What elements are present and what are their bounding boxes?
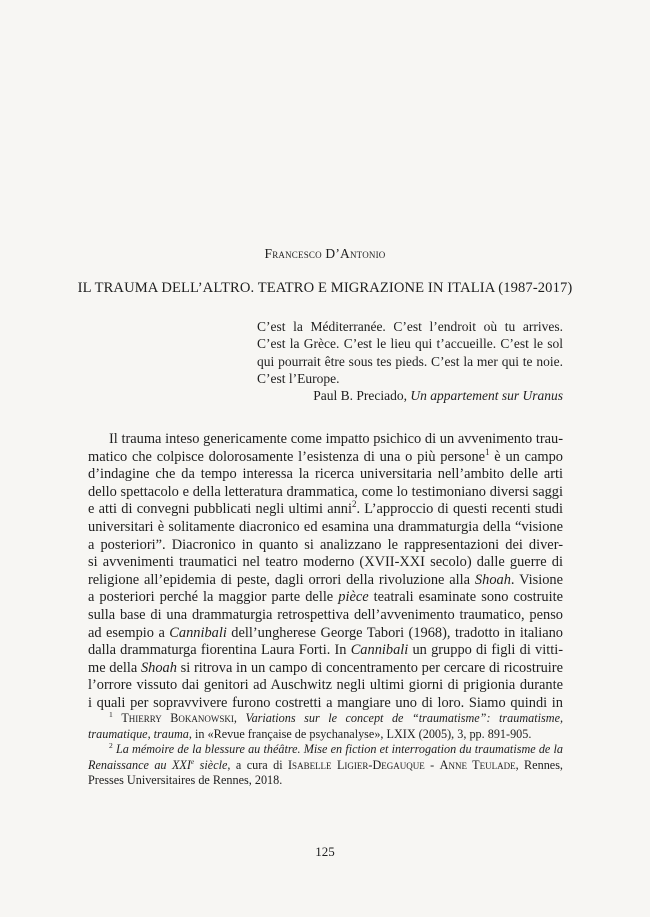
- footnote-rest: , Rennes, Presses Universitaires de Rennes, 2018.: [88, 757, 563, 788]
- author-name: [0, 246, 650, 262]
- body-line: l’orrore vissuto dai genitori ad Auschwitz negli ultimi giorni di prigionia durante: [88, 677, 563, 694]
- body-line: matico che colpisce dolorosamente l’esistenza di una o più persone$^1$ è un campo: [88, 446, 563, 465]
- footnote-title-part: La mémoire de la blessure au théâtre. Mise en fiction et interrogation du traumatisme de la Renaissance au XXI: [88, 742, 563, 772]
- body-line: religione all’epidemia di peste, dagli orrori della rivoluzione alla Shoah. Visione: [88, 571, 563, 588]
- body-line: universitari è solitamente diacronico ed esamina una drammaturgia della “visione: [88, 518, 563, 535]
- author-text: Francesco D’Antonio: [264, 246, 386, 261]
- footnote-1: $^1$ Thierry Bokanowski, Variations sur le concept de “traumatisme”: traumatisme, traumatique, trauma, in «Revue française de psychanalyse», LXIX (2005), 3, pp. 891-905.: [88, 709, 564, 741]
- footnotes: [88, 711, 563, 789]
- body-line: si avvenimenti traumatici nel teatro moderno (XVII-XXI secolo) dalle guerre di: [88, 554, 563, 571]
- chapter-title: IL TRAUMA DELL’ALTRO. TEATRO E MIGRAZIONE IN ITALIA (1987-2017): [77, 280, 573, 296]
- footnote-2: [88, 742, 563, 789]
- epigraph: [257, 318, 563, 404]
- epigraph-source: [257, 387, 563, 404]
- body-line: e atti di convegni pubblicati negli ultimi anni$^2$. L’approccio di questi recenti studi: [88, 499, 563, 518]
- body-paragraph: [88, 431, 563, 713]
- footnote-editor: Anne Teulade: [439, 757, 516, 772]
- footnote-separator: -: [424, 757, 440, 772]
- footnote-marker: 1: [109, 709, 113, 719]
- epigraph-source-author: Paul B. Preciado,: [313, 388, 411, 404]
- body-line: dalla drammaturga fiorentina Laura Forti. In Cannibali un gruppo di figli di vitti-: [88, 642, 563, 659]
- body-line: me della Shoah si ritrova in un campo di concentramento per cercare di ricostruire: [88, 659, 563, 676]
- body-line: a posteriori perché la maggior parte delle pièce teatrali esaminate sono costruite: [88, 589, 563, 606]
- footnote-title-part: siècle: [194, 757, 228, 772]
- body-line: i quali per sopravvivere furono costretti a mangiare uno di loro. Siamo quindi in: [88, 694, 563, 711]
- body-line: ad esempio a Cannibali dell’ungherese George Tabori (1968), tradotto in italiano: [88, 624, 563, 641]
- footnote-editor: Isabelle Ligier-Degauque: [288, 757, 425, 772]
- footnote-marker: 2: [109, 741, 113, 751]
- page-number: 125: [315, 844, 335, 859]
- body-line: dello spettacolo e della letteratura drammatica, come lo testimoniano diversi saggi: [88, 483, 563, 500]
- body-line: Il trauma inteso genericamente come impatto psichico di un avvenimento trau-: [109, 431, 563, 447]
- footnote-title-sup: e: [190, 756, 195, 766]
- body-line: a posteriori”. Diacronico in quanto si analizzano le rappresentazioni dei diver-: [88, 536, 563, 553]
- footnote-title: Variations sur le concept de “traumatisme”: traumatisme, traumatique, trauma: [88, 711, 564, 741]
- epigraph-source-title: Un appartement sur Uranus: [410, 388, 563, 404]
- epigraph-quote: C’est la Méditerranée. C’est l’endroit où tu arrives. C’est la Grèce. C’est le lieu qui t’accueille. C’est le sol qui pourrait être sous tes pieds. C’est la mer qui te noie. C’est l’Europe.: [257, 319, 563, 386]
- footnote-rest: , a cura di: [227, 757, 288, 772]
- footnote-rest: , in «Revue française de psychanalyse», LXIX (2005), 3, pp. 891-905.: [188, 726, 532, 741]
- footnote-author: Thierry Bokanowski: [121, 711, 234, 725]
- body-line: sulla base di una drammaturgia retrospettiva dell’avvenimento traumatico, penso: [88, 606, 563, 623]
- body-line: d’indagine che da tempo interessa la ricerca universitaria nell’ambito delle arti: [88, 466, 563, 483]
